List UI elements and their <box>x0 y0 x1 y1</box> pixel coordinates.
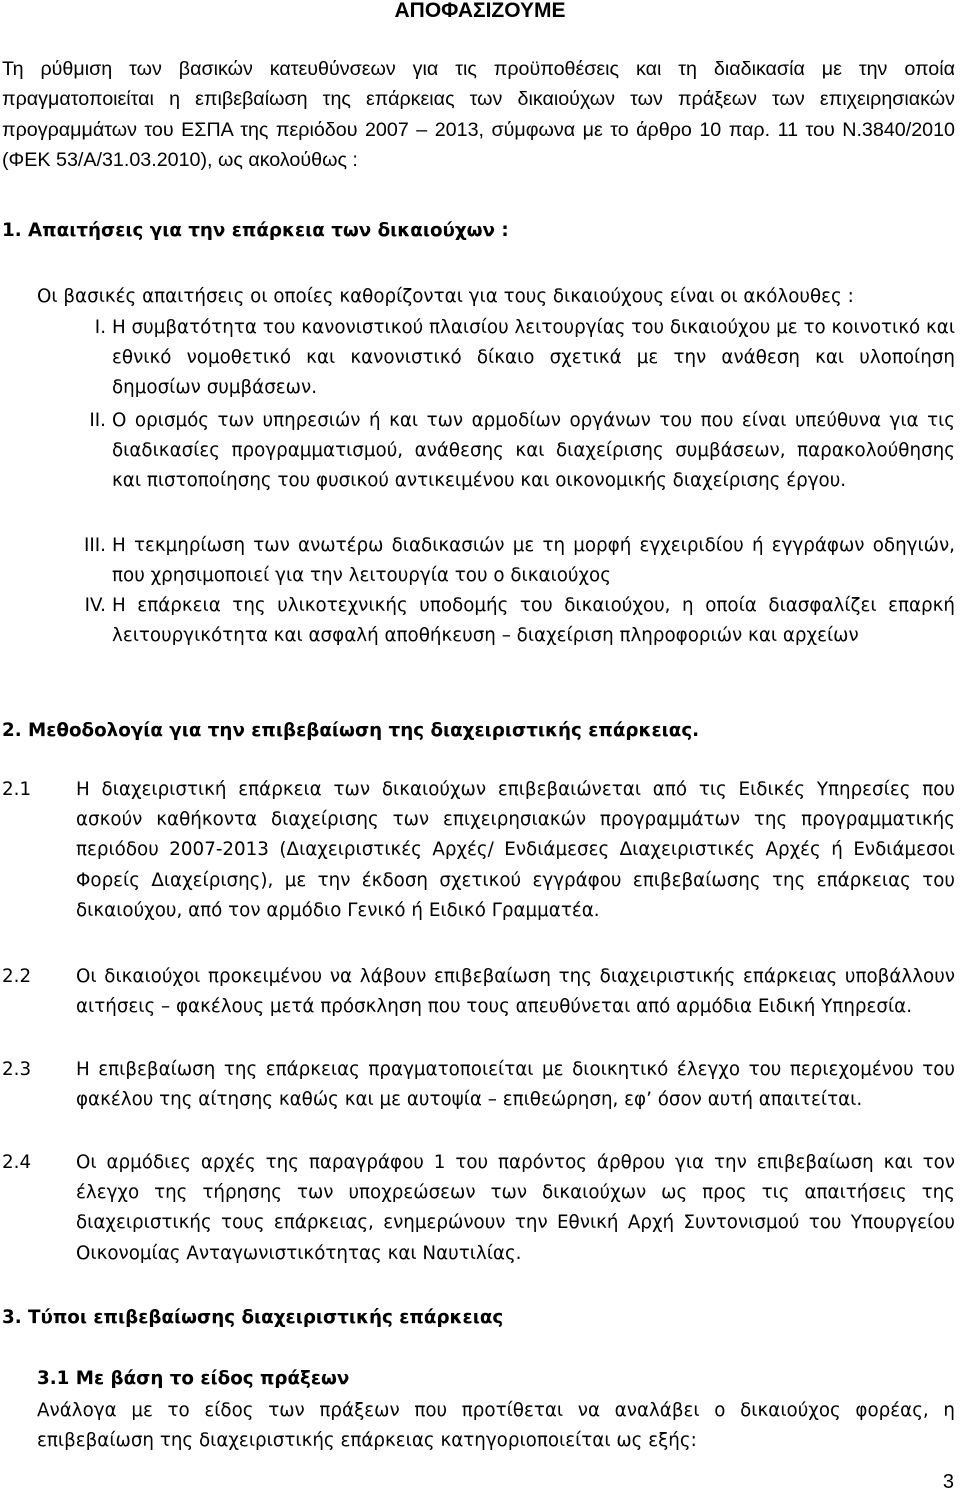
para-2-1-number: 2.1 <box>2 779 32 800</box>
page-number: 3 <box>942 1471 954 1493</box>
section-3-heading: 3. Τύποι επιβεβαίωσης διαχειριστικής επάρκειας <box>2 1307 504 1328</box>
item-4-number: IV. <box>84 595 106 616</box>
item-1-text: Η συμβατότητα του κανονιστικού πλαισίου λειτουργίας του δικαιούχου με το κοινοτικό και εθνικό νομοθετικό και κανονιστικό δίκαιο σχετικά με την ανάθεση και υλοποίηση δημοσίων συμβάσεων. <box>112 317 956 399</box>
para-2-2-text: Οι δικαιούχοι προκειμένου να λάβουν επιβεβαίωση της διαχειριστικής επάρκειας υποβάλλουν αιτήσεις – φακέλους μετά πρόσκληση που τους απευθύνεται από αρμόδια Ειδική Υπηρεσία. <box>76 966 955 1018</box>
item-2-text: Ο ορισμός των υπηρεσιών ή και των αρμοδίων οργάνων του που είναι υπεύθυνα για τις διαδικασίες προγραμματισμού, ανάθεσης και διαχείρισης συμβάσεων, παρακολούθησης και πιστοποίησης του φυσικού αντικειμένου και οικονομικής διαχείρισης έργου. <box>112 410 955 492</box>
item-2-number: II. <box>89 410 106 431</box>
item-3-number: III. <box>84 535 106 556</box>
subsection-3-1-text: Ανάλογα με το είδος των πράξεων που προτίθεται να αναλάβει ο δικαιούχος φορέας, η επιβεβαίωση της διαχειριστικής επάρκειας κατηγοριοποιείται ως εξής: <box>37 1400 955 1452</box>
para-2-2-number: 2.2 <box>2 966 32 987</box>
subsection-3-1-heading: 3.1 Με βάση το είδος πράξεων <box>37 1368 350 1389</box>
section-2-heading: 2. Μεθοδολογία για την επιβεβαίωση της διαχειριστικής επάρκειας. <box>2 720 700 741</box>
para-2-3-number: 2.3 <box>2 1059 32 1080</box>
page-title: ΑΠΟΦΑΣΙΖΟΥΜΕ <box>394 0 566 22</box>
para-2-3-text: Η επιβεβαίωση της επάρκειας πραγματοποιείται με διοικητικό έλεγχο του περιεχομένου του φακέλου της αίτησης καθώς και με αυτοψία – επιθεώρηση, εφ’ όσον αυτή απαιτείται. <box>76 1059 955 1111</box>
item-3-text: Η τεκμηρίωση των ανωτέρω διαδικασιών με τη μορφή εγχειριδίου ή εγγράφων οδηγιών, που χρησιμοποιεί για την λειτουργία του ο δικαιούχος <box>112 535 955 587</box>
intro-paragraph: Τη ρύθμιση των βασικών κατευθύνσεων για τις προϋποθέσεις και τη διαδικασία με την οποία πραγματοποιείται η επιβεβαίωση της επάρκειας των δικαιούχων των πράξεων των επιχειρησιακών προγραμμάτων του ΕΣΠΑ της περιόδου 2007 – 2013, σύμφωνα με το άρθρο 10 παρ. 11 του Ν.3840/2010 (ΦΕΚ 53/Α/31.03.2010), ως ακολούθως : <box>2 58 955 171</box>
item-1-number: I. <box>94 317 106 338</box>
section-1-heading: 1. Απαιτήσεις για την επάρκεια των δικαιούχων : <box>2 220 509 241</box>
section-1-lead: Οι βασικές απαιτήσεις οι οποίες καθορίζονται για τους δικαιούχους είναι οι ακόλουθες : <box>37 286 854 307</box>
item-4-text: Η επάρκεια της υλικοτεχνικής υποδομής του δικαιούχου, η οποία διασφαλίζει επαρκή λειτουργικότητα και ασφαλή αποθήκευση – διαχείριση πληροφοριών και αρχείων <box>112 595 955 647</box>
para-2-4-number: 2.4 <box>2 1152 32 1173</box>
para-2-4-text: Οι αρμόδιες αρχές της παραγράφου 1 του παρόντος άρθρου για την επιβεβαίωση και τον έλεγχο της τήρησης των υποχρεώσεων των δικαιούχων ως προς τις απαιτήσεις της διαχειριστικής τους επάρκειας, ενημερώνουν την Εθνική Αρχή Συντονισμού του Υπουργείου Οικονομίας Ανταγωνιστικότητας και Ναυτιλίας. <box>76 1152 955 1264</box>
para-2-1-text: Η διαχειριστική επάρκεια των δικαιούχων επιβεβαιώνεται από τις Ειδικές Υπηρεσίες που ασκούν καθήκοντα διαχείρισης των επιχειρησιακών προγραμμάτων της προγραμματικής περιόδου 2007-2013 (Διαχειριστικές Αρχές/ Ενδιάμεσες Διαχειριστικές Αρχές ή Ενδιάμεσοι Φορείς Διαχείρισης), με την έκδοση σχετικού εγγράφου επιβεβαίωσης της επάρκειας του δικαιούχου, από τον αρμόδιο Γενικό ή Ειδικό Γραμματέα. <box>76 779 955 921</box>
